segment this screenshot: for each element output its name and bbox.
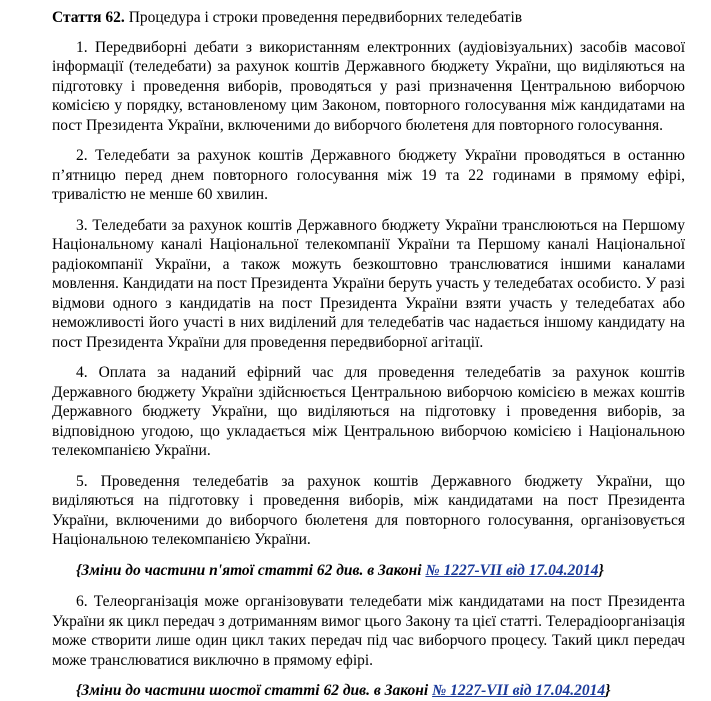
article-title: Процедура і строки проведення передвиборних теледебатів: [128, 9, 523, 26]
amendment-note-text: {Зміни до частини шостої статті 62 див. в Законі: [76, 682, 433, 699]
amendment-note-text: {Зміни до частини п'ятої статті 62 див. в Законі: [76, 561, 426, 579]
paragraph-2: 2. Теледебати за рахунок коштів Державного бюджету України проводяться в останню п’ятницю перед днем повторного голосування між 19 та 22 годинами в прямому ефірі, тривалістю не менше 60 хвилин.: [52, 147, 685, 203]
law-link[interactable]: № 1227-VII від 17.04.2014: [432, 682, 606, 699]
paragraph-6: 6. Телеорганізація може організовувати теледебати між кандидатами на пост Президента України як цикл передач з дотриманням вимог цього Закону та цієї статті. Телерадіоорганізація може створити лише один цикл таких передач під час виборчого процесу. Такий цикл передач може транслюватися виключно в прямому ефірі.: [52, 593, 685, 669]
amendment-note-part-5: [52, 561, 685, 581]
paragraph-4: 4. Оплата за наданий ефірний час для проведення теледебатів за рахунок коштів Державного бюджету України здійснюється Центральною виборчою комісією в межах коштів Державного бюджету України, що виділяються на підготовку і проведення виборів, за відповідною угодою, що укладається між Центральною виборчою комісією і Національною телекомпанією України.: [52, 364, 685, 459]
paragraph-3: 3. Теледебати за рахунок коштів Державного бюджету України транслюються на Першому Національному каналі Національної телекомпанії України та Першому каналі Національної радіокомпанії України, а також можуть безкоштовно транслюватися іншими каналами мовлення. Кандидати на пост Президента України беруть участь у теледебатах особисто. У разі відмови одного з кандидатів на пост Президента України взяти участь у теледебатах або неможливості його участі в них виділений для теледебатів час надається іншому кандидату на пост Президента України для проведення передвиборної агітації.: [52, 216, 686, 351]
article-number: Стаття 62.: [52, 9, 125, 26]
law-link[interactable]: № 1227-VII від 17.04.2014: [425, 561, 599, 579]
amendment-note-close: }: [605, 682, 611, 699]
amendment-note-close: }: [598, 561, 604, 579]
paragraph-1: 1. Передвиборні дебати з використанням електронних (аудіовізуальних) засобів масової інформації (теледебати) за рахунок коштів Державного бюджету України, що виділяються на підготовку і проведення виборів, проводяться у разі призначення Центральною виборчою комісією у порядку, встановленому цим Законом, повторного голосування між кандидатами на пост Президента України, включеними до виборчого бюлетеня для повторного голосування.: [52, 38, 685, 134]
paragraph-5: 5. Проведення теледебатів за рахунок коштів Державного бюджету України, що виділяються на підготовку і проведення виборів, між кандидатами на пост Президента України, включеними до виборчого бюлетеня для повторного голосування, організовується Національною телекомпанією України.: [52, 472, 685, 548]
article-heading: [52, 8, 685, 28]
amendment-note-part-6: [52, 681, 685, 701]
